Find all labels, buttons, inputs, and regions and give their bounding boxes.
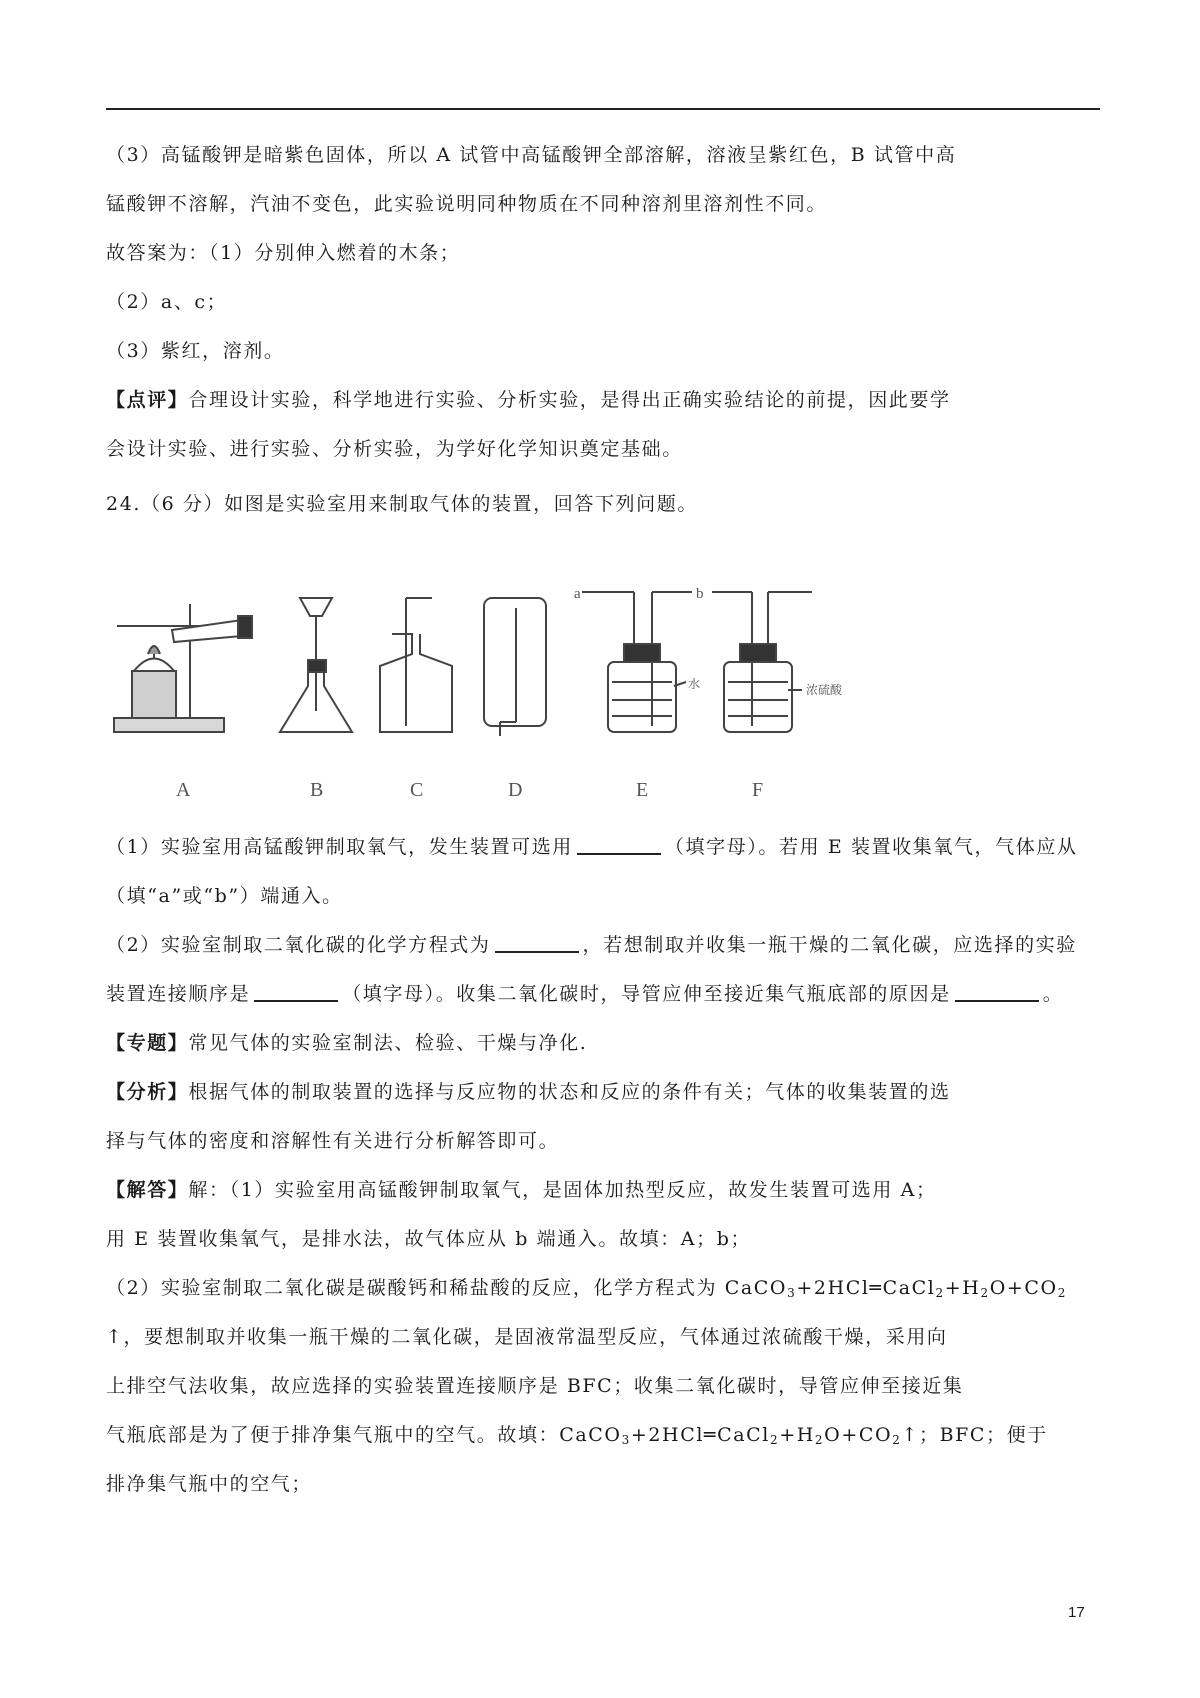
solution-text-6: 气瓶底部是为了便于排净集气瓶中的空气。故填： xyxy=(106,1424,560,1446)
solution-line-2: 用 E 装置收集氧气，是排水法，故气体应从 b 端通入。故填：A；b； xyxy=(106,1228,752,1250)
topic-tag: 【专题】 xyxy=(106,1032,189,1054)
text-line: 锰酸钾不溶解，汽油不变色，此实验说明同种物质在不同种溶剂里溶剂性不同。 xyxy=(106,193,828,215)
q2-text-2: ，若想制取并收集一瓶干燥的二氧化碳，应选择的实验 xyxy=(582,934,1077,956)
analysis-line-2: 择与气体的密度和溶解性有关进行分析解答即可。 xyxy=(106,1130,560,1152)
figure-label-d: D xyxy=(508,779,523,801)
solution-line-7: 排净集气瓶中的空气； xyxy=(106,1473,313,1495)
q2-text-4: （填字母）。收集二氧化碳时，导管应伸至接近集气瓶底部的原因是 xyxy=(342,983,951,1005)
q2-blank-3 xyxy=(955,982,1039,1002)
question-24-title xyxy=(106,480,1100,529)
q1-text-2: （填字母）。若用 E 装置收集氧气，气体应从 xyxy=(664,836,1078,858)
label-a-tube: a xyxy=(574,586,581,602)
comment-line-2: 会设计实验、进行实验、分析实验，为学好化学知识奠定基础。 xyxy=(106,438,683,460)
q2-blank-1 xyxy=(495,933,579,953)
topic-text: 常见气体的实验室制法、检验、干燥与净化. xyxy=(188,1032,588,1054)
q2-text: （2）实验室制取二氧化碳的化学方程式为 xyxy=(106,934,491,956)
apparatus-e xyxy=(582,592,692,732)
apparatus-c xyxy=(380,598,452,732)
apparatus-a xyxy=(114,604,252,732)
q2-end: 。 xyxy=(1042,983,1064,1005)
q2-text-3: 装置连接顺序是 xyxy=(106,983,251,1005)
solution-tag: 【解答】 xyxy=(106,1179,189,1201)
text-line: （3）高锰酸钾是暗紫色固体，所以 A 试管中高锰酸钾全部溶解，溶液呈紫红色，B 试管中高 xyxy=(106,144,957,166)
section-3-answer-block xyxy=(106,131,1100,474)
apparatus-f xyxy=(712,592,812,732)
question-title: 24.（6 分）如图是实验室用来制取气体的装置，回答下列问题。 xyxy=(106,493,698,515)
label-water: 水 xyxy=(688,677,701,691)
label-acid: 浓硫酸 xyxy=(806,683,843,697)
q1-blank-1 xyxy=(577,835,661,855)
lab-apparatus-figure xyxy=(112,586,992,816)
analysis-line-1 xyxy=(106,1068,1100,1117)
q2-line-1 xyxy=(106,921,1100,970)
analysis-tag: 【分析】 xyxy=(106,1081,189,1103)
apparatus-b xyxy=(280,598,352,732)
solution-line-4: ↑，要想制取并收集一瓶干燥的二氧化碳，是固液常温型反应，气体通过浓硫酸干燥，采用向 xyxy=(106,1326,948,1348)
solution-text: 解：（1）实验室用高锰酸钾制取氧气，是固体加热型反应，故发生装置可选用 A； xyxy=(188,1179,937,1201)
answer-3: （3）紫红，溶剂。 xyxy=(106,340,285,362)
q1-line-2: （填“a”或“b”）端通入。 xyxy=(106,885,343,907)
q1-text: （1）实验室用高锰酸钾制取氧气，发生装置可选用 xyxy=(106,836,573,858)
solution-line-6 xyxy=(106,1411,1100,1460)
solution-line-5: 上排空气法收集，故应选择的实验装置连接顺序是 BFC；收集二氧化碳时，导管应伸至接近集 xyxy=(106,1375,964,1397)
label-b-tube: b xyxy=(696,586,704,602)
q1-line-1 xyxy=(106,823,1100,872)
answer-intro: 故答案为：（1）分别伸入燃着的木条； xyxy=(106,242,461,264)
apparatus-d xyxy=(484,598,546,736)
equation-2: $CaCO_3+2HCl═CaCl_2+H_2O+CO_2↑$ xyxy=(559,1424,919,1447)
q2-blank-2 xyxy=(254,982,338,1002)
figure-label-a: A xyxy=(176,779,191,801)
header-rule xyxy=(106,108,1100,110)
answer-2: （2）a、c； xyxy=(106,291,228,313)
question-24-body xyxy=(106,823,1100,1509)
equation: $CaCO_3+2HCl═CaCl_2+H_2O+CO_2$ xyxy=(724,1277,1067,1300)
page-number: 17 xyxy=(1068,1604,1085,1621)
topic-line xyxy=(106,1019,1100,1068)
comment-tag: 【点评】 xyxy=(106,389,189,411)
comment-text: 合理设计实验，科学地进行实验、分析实验，是得出正确实验结论的前提，因此要学 xyxy=(188,389,951,411)
solution-line-3 xyxy=(106,1264,1100,1313)
figure-label-e: E xyxy=(636,779,649,801)
figure-label-c: C xyxy=(410,779,424,801)
figure-label-b: B xyxy=(310,779,324,801)
q2-line-2 xyxy=(106,970,1100,1019)
solution-tail-6: ；BFC；便于 xyxy=(918,1424,1048,1446)
solution-line-1 xyxy=(106,1166,1100,1215)
analysis-text: 根据气体的制取装置的选择与反应物的状态和反应的条件有关；气体的收集装置的选 xyxy=(188,1081,951,1103)
figure-label-f: F xyxy=(752,779,764,801)
solution-text-3: （2）实验室制取二氧化碳是碳酸钙和稀盐酸的反应，化学方程式为 xyxy=(106,1277,725,1299)
comment-line-1 xyxy=(106,376,1100,425)
